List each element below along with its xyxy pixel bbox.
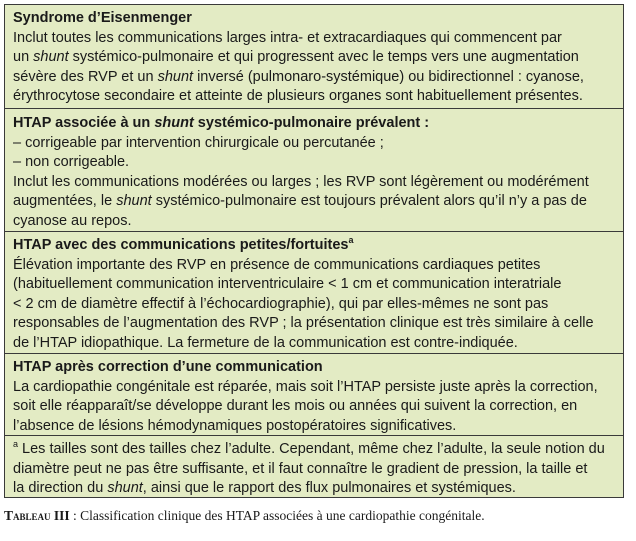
text-line: – non corrigeable. [13, 154, 130, 170]
section-apres-correction [5, 356, 623, 436]
text-line: cyanose au repos. [13, 212, 132, 229]
text-line: diamètre peut ne pas être suffisante, et il faut connaître le gradient de pression, la taille et [13, 460, 588, 477]
caption-text: : Classification clinique des HTAP associées à une cardiopathie congénitale. [69, 508, 485, 523]
text-run: sévère des RVP et un [13, 68, 158, 85]
text-line: érythrocytose secondaire et atteinte de plusieurs organes sont habituellement présentes. [13, 88, 583, 104]
caption-label: Tableau III [4, 508, 70, 523]
section-eisenmenger [5, 7, 623, 107]
section-title [13, 236, 615, 256]
row-divider [5, 231, 623, 232]
text-run: Les tailles sont des tailles chez l’adulte. Cependant, même chez l’adulte, la seule notion du [18, 441, 605, 457]
section-title: Syndrome d’Eisenmenger [13, 10, 192, 26]
italic-term: shunt [157, 68, 194, 85]
italic-term: shunt [154, 115, 194, 131]
row-divider [5, 108, 623, 109]
section-title [13, 114, 615, 134]
text-line: Inclut toutes les communications larges intra- et extracardiaques qui commencent par [13, 29, 562, 46]
text-line [13, 68, 615, 88]
text-line: l’absence de lésions hémodynamiques postopératoires significatives. [13, 417, 457, 434]
text-run: systémico-pulmonaire et qui progressent avec le temps vers une augmentation [68, 49, 579, 65]
row-divider [5, 435, 623, 436]
text-run: inversé (pulmonaro-systémique) ou bidirectionnel : cyanose, [193, 68, 584, 85]
text-run: HTAP associée à un [13, 115, 155, 131]
italic-term: shunt [116, 193, 152, 209]
text-line: responsables de l’augmentation des RVP ; la présentation clinique est très similaire à celle [13, 315, 594, 331]
table-caption [4, 508, 485, 524]
classification-table [4, 4, 624, 498]
text-line: < 2 cm de diamètre effectif à l’échocardiographie), qui par elles-mêmes ne sont pas [13, 295, 549, 312]
text-run: systémico-pulmonaire est toujours prévalent alors qu’il n’y a pas de [151, 193, 587, 209]
text-line: Élévation importante des RVP en présence de communications cardiaques petites [13, 256, 541, 273]
row-divider [5, 353, 623, 354]
section-petites-fortuites [5, 234, 623, 353]
section-shunt-prevalent [5, 112, 623, 231]
text-line: La cardiopathie congénitale est réparée, mais soit l’HTAP persiste juste après la correction, [13, 378, 598, 395]
text-run: la direction du [13, 480, 108, 496]
text-line: de l’HTAP idiopathique. La fermeture de la communication est contre-indiquée. [13, 334, 518, 351]
text-line [13, 192, 615, 212]
footnote-marker: a [13, 439, 19, 449]
text-run: , ainsi que le rapport des flux pulmonaires et systémiques. [142, 480, 516, 496]
italic-term: shunt [107, 480, 143, 496]
italic-term: shunt [33, 49, 69, 65]
text-run: systémico-pulmonaire prévalent : [193, 115, 430, 131]
text-line: soit elle réapparaît/se développe durant les mois ou années qui suivent la correction, en [13, 398, 578, 414]
text-line: – corrigeable par intervention chirurgicale ou percutanée ; [13, 134, 384, 151]
text-run: un [13, 49, 34, 65]
text-line: (habituellement communication interventriculaire < 1 cm et communication interatriale [13, 276, 562, 292]
text-run: HTAP avec des communications petites/fortuites [13, 237, 349, 253]
table-footnote [5, 438, 623, 499]
text-line [13, 479, 615, 499]
footnote-marker: a [348, 235, 354, 245]
section-title: HTAP après correction d’une communication [13, 359, 323, 375]
text-line: Inclut les communications modérées ou larges ; les RVP sont légèrement ou modérément [13, 173, 589, 190]
text-run: augmentées, le [13, 193, 117, 209]
text-line [13, 440, 615, 460]
text-line [13, 48, 615, 68]
